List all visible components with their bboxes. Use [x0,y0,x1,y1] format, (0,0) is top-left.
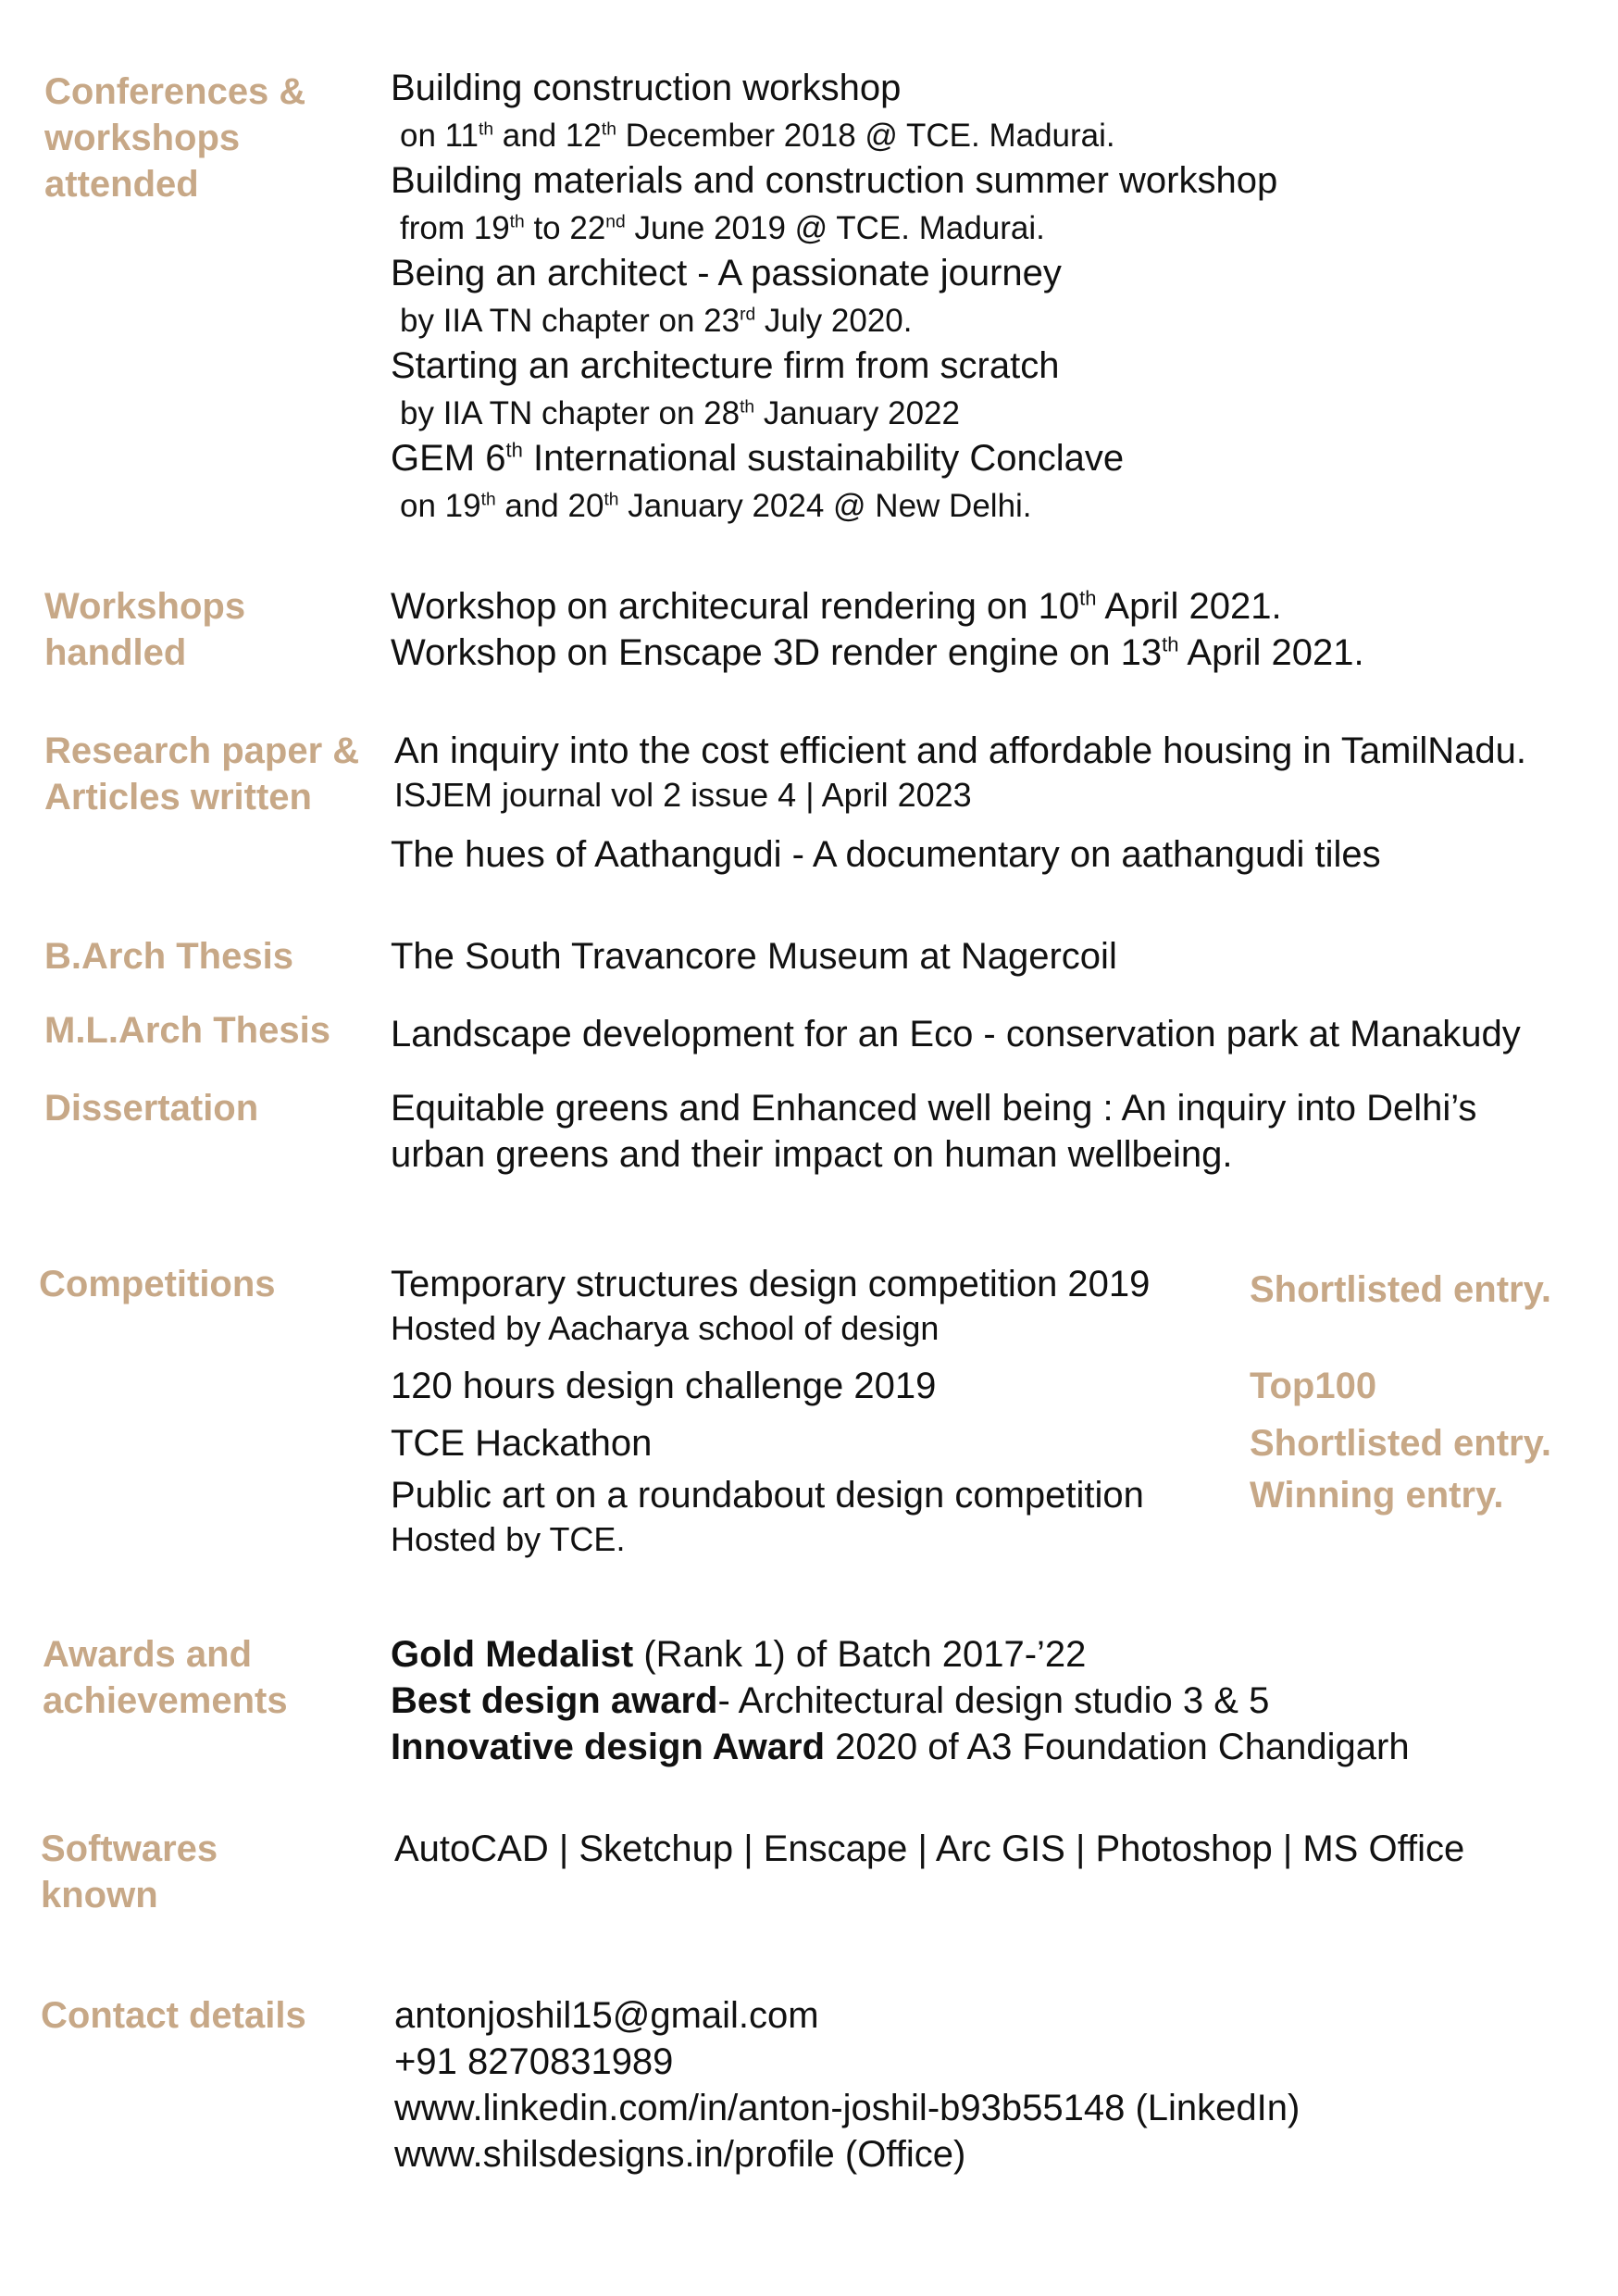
article-title: The hues of Aathangudi - A documentary on aathangudi tiles [391,834,1381,875]
research-paper-title: An inquiry into the cost efficient and affordable housing in TamilNadu. [394,730,1527,771]
contact-phone[interactable]: +91 8270831989 [394,2041,674,2082]
competition-status: Shortlisted entry. [1250,1269,1551,1310]
mlarch-thesis-title: Landscape development for an Eco - conservation park at Manakudy [391,1014,1521,1054]
dissertation-line: Equitable greens and Enhanced well being : An inquiry into Delhi’s [391,1088,1477,1129]
competition-host: Hosted by Aacharya school of design [391,1309,940,1347]
section-label-conferences: Conferences & workshops attended [44,71,306,205]
section-label-softwares: Softwares known [41,1828,218,1915]
conference-title: Being an architect - A passionate journey [391,253,1062,293]
competition-host: Hosted by TCE. [391,1520,626,1558]
conference-detail: on 11th and 12th December 2018 @ TCE. Madurai. [400,118,1115,154]
conference-detail: by IIA TN chapter on 28th January 2022 [400,395,960,431]
conference-title: Starting an architecture firm from scratch [391,345,1060,386]
section-label-research: Research paper & Articles written [44,730,360,817]
competition-status: Winning entry. [1250,1475,1504,1516]
contact-email[interactable]: antonjoshil15@gmail.com [394,1995,819,2036]
competition-name: 120 hours design challenge 2019 [391,1366,937,1406]
competition-name: Public art on a roundabout design competition [391,1475,1144,1516]
contact-linkedin[interactable]: www.linkedin.com/in/anton-joshil-b93b55148 (LinkedIn) [394,2088,1301,2128]
competition-name: TCE Hackathon [391,1423,653,1464]
barch-thesis-title: The South Travancore Museum at Nagercoil [391,936,1117,977]
award-item: Gold Medalist (Rank 1) of Batch 2017-’22 [391,1634,1087,1675]
conference-title: Building construction workshop [391,68,902,108]
research-paper-journal: ISJEM journal vol 2 issue 4 | April 2023 [394,776,972,814]
section-label-mlarch-thesis: M.L.Arch Thesis [44,1010,330,1051]
dissertation-line: urban greens and their impact on human wellbeing. [391,1134,1233,1175]
section-label-workshops-handled: Workshops handled [44,586,246,673]
award-item: Best design award- Architectural design studio 3 & 5 [391,1680,1270,1721]
conference-detail: from 19th to 22nd June 2019 @ TCE. Madurai. [400,210,1045,246]
software-list: AutoCAD | Sketchup | Enscape | Arc GIS | Photoshop | MS Office [394,1828,1465,1869]
conference-detail: by IIA TN chapter on 23rd July 2020. [400,303,913,339]
section-label-awards: Awards and achievements [43,1634,288,1721]
competition-status: Shortlisted entry. [1250,1423,1551,1464]
section-label-barch-thesis: B.Arch Thesis [44,936,293,977]
conference-title: Building materials and construction summer workshop [391,160,1278,201]
section-label-competitions: Competitions [39,1264,276,1304]
workshop-item: Workshop on Enscape 3D render engine on 13th April 2021. [391,632,1364,673]
conference-title: GEM 6th International sustainability Conclave [391,438,1125,479]
workshop-item: Workshop on architecural rendering on 10th April 2021. [391,586,1282,627]
competition-name: Temporary structures design competition 2019 [391,1264,1151,1304]
conference-detail: on 19th and 20th January 2024 @ New Delhi. [400,488,1032,524]
section-label-dissertation: Dissertation [44,1088,259,1129]
award-item: Innovative design Award 2020 of A3 Foundation Chandigarh [391,1727,1410,1767]
contact-website[interactable]: www.shilsdesigns.in/profile (Office) [394,2134,966,2175]
competition-status: Top100 [1250,1366,1377,1406]
section-label-contact: Contact details [41,1995,306,2036]
